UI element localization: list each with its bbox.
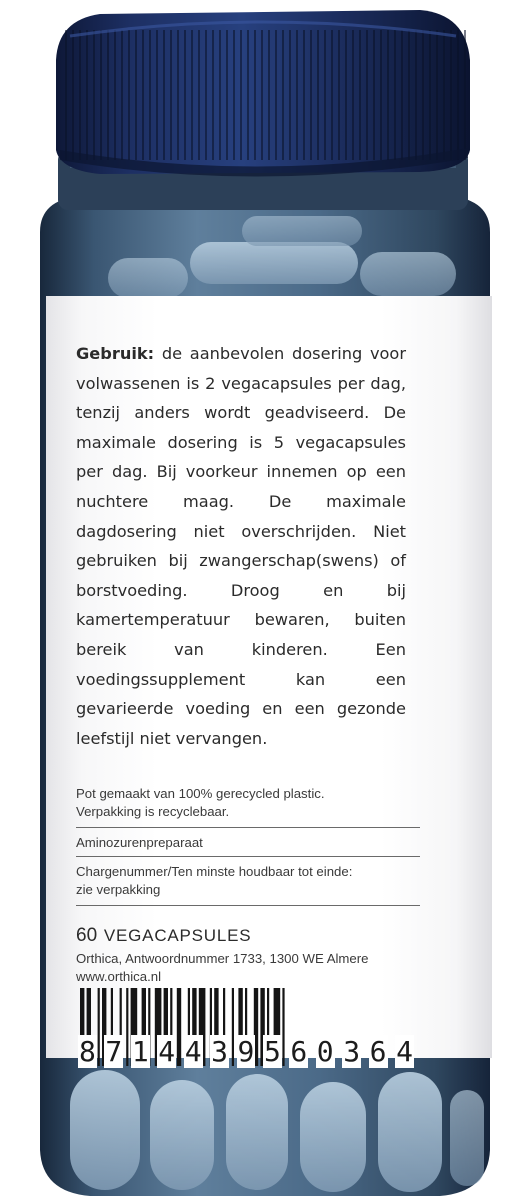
manufacturer-address: Orthica, Antwoordnummer 1733, 1300 WE Almere [76, 951, 369, 966]
divider [76, 905, 420, 906]
barcode-digit: 3 [211, 1034, 228, 1068]
capsule-count [76, 925, 251, 947]
barcode-digit: 4 [396, 1034, 413, 1068]
usage-text: de aanbevolen dosering voor volwassenen is 2 vegacapsules per dag, tenzij anders wordt geadviseerd. De maximale dosering is 5 vegacapsules per dag. Bij voorkeur innemen op een nuchtere maag. De maximale dagdosering niet overschrijden. Niet gebruiken bij zwangerschap(swens) of borstvoeding. Droog en bij kamertemperatuur bewaren, buiten bereik van kinderen. Een voedingssupplement kan een gevarieerde voeding en een gezonde leefstijl niet vervangen. [76, 344, 406, 748]
recycle-line-1: Pot gemaakt van 100% gerecycled plastic. [76, 786, 325, 801]
barcode-digit: 1 [131, 1034, 149, 1068]
batch-line-1: Chargenummer/Ten minste houdbaar tot einde: [76, 864, 353, 879]
usage-title: Gebruik: [76, 344, 155, 363]
barcode-digit: 6 [369, 1034, 387, 1068]
usage-paragraph [76, 339, 406, 753]
recycle-line-2: Verpakking is recyclebaar. [76, 804, 230, 819]
divider [76, 856, 420, 857]
barcode-digit: 5 [263, 1034, 281, 1068]
capsules-bottom [70, 1070, 484, 1192]
divider [76, 827, 420, 828]
count-number: 60 [76, 925, 98, 946]
product-category: Aminozurenpreparaat [76, 835, 203, 850]
barcode-digit: 8 [79, 1034, 96, 1068]
barcode-digit: 3 [343, 1034, 361, 1068]
barcode-digit: 4 [184, 1034, 202, 1068]
website: www.orthica.nl [76, 969, 162, 984]
barcode-digit: 9 [237, 1034, 255, 1068]
count-unit: VEGACAPSULES [103, 926, 252, 945]
barcode-digit: 6 [290, 1034, 308, 1068]
batch-line-2: zie verpakking [76, 882, 161, 897]
barcode-digit: 0 [316, 1034, 334, 1068]
barcode-digits [76, 1032, 420, 1070]
barcode-digit: 4 [158, 1034, 176, 1068]
bottle-cap [56, 10, 470, 177]
barcode-digit: 7 [105, 1034, 123, 1068]
